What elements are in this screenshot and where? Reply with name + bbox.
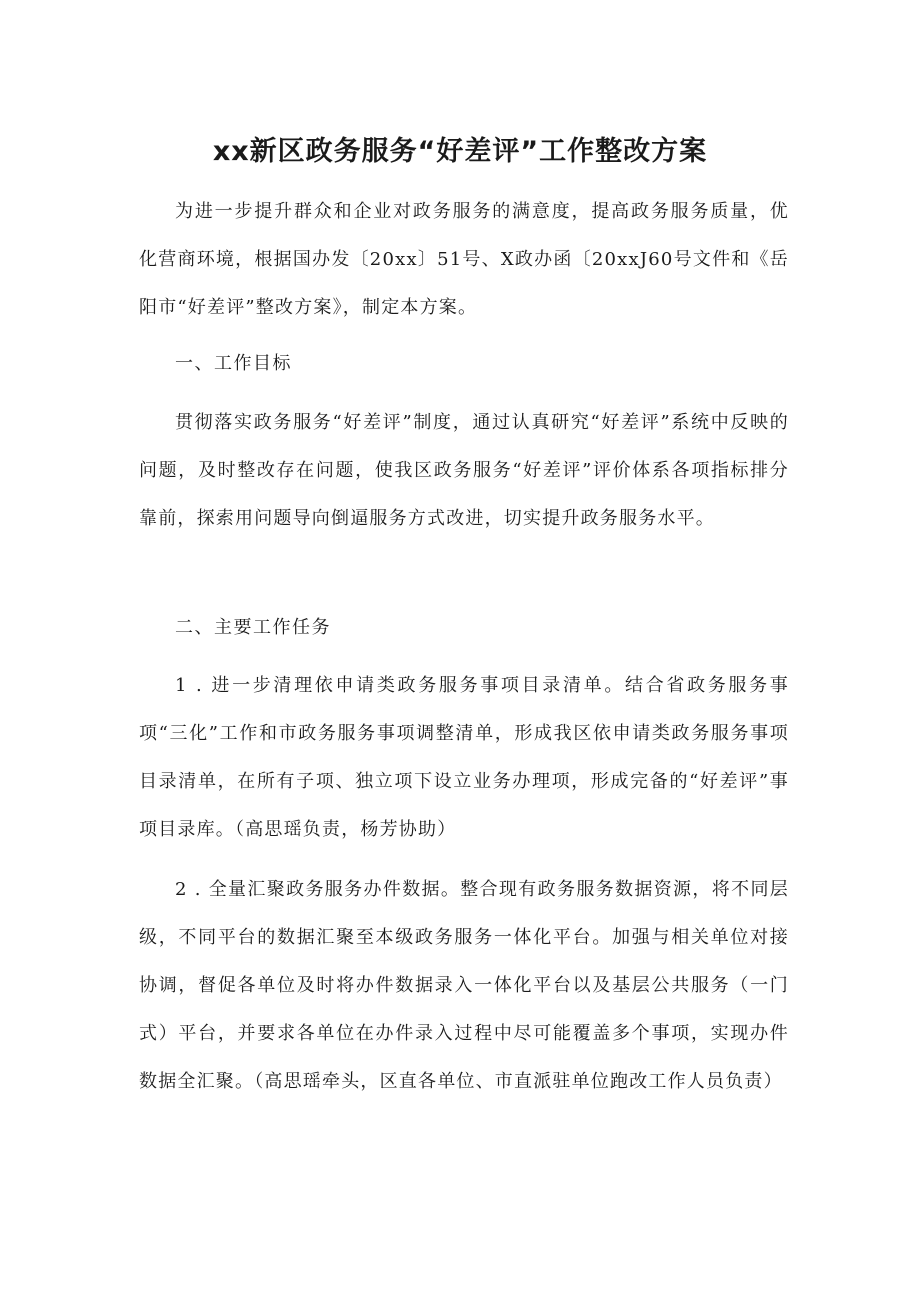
section-heading-tasks: 二、主要工作任务 [175,617,331,638]
task-item-1: 1 . 进一步清理依申请类政务服务事项目录清单。结合省政务服务事项“三化”工作和市政务服务事项调整清单，形成我区依申请类政务服务事项目录清单，在所有子项、独立项下设立业务办理项，形成完备的“好差评”事项目录库。（高思瑶负责，杨芳协助） [139,675,789,840]
document-title: xx新区政务服务“好差评”工作整改方案 [212,136,708,167]
task-item-2: 2 . 全量汇聚政务服务办件数据。整合现有政务服务数据资源，将不同层级，不同平台的数据汇聚至本级政务服务一体化平台。加强与相关单位对接协调，督促各单位及时将办件数据录入一体化平台以及基层公共服务（一门式）平台，并要求各单位在办件录入过程中尽可能覆盖多个事项，实现办件数据全汇聚。（高思瑶牵头，区直各单位、市直派驻单位跑改工作人员负责） [139,879,789,1092]
intro-paragraph: 为进一步提升群众和企业对政务服务的满意度，提高政务服务质量，优化营商环境，根据国办发〔20xx〕51号、X政办函〔20xxJ60号文件和《岳阳市“好差评”整改方案》，制定本方案。 [139,201,789,318]
goal-paragraph: 贯彻落实政务服务“好差评”制度，通过认真研究“好差评”系统中反映的问题，及时整改存在问题，使我区政务服务“好差评”评价体系各项指标排分靠前，探索用问题导向倒逼服务方式改进，切实提升政务服务水平。 [139,412,789,529]
section-heading-goal: 一、工作目标 [175,353,292,374]
